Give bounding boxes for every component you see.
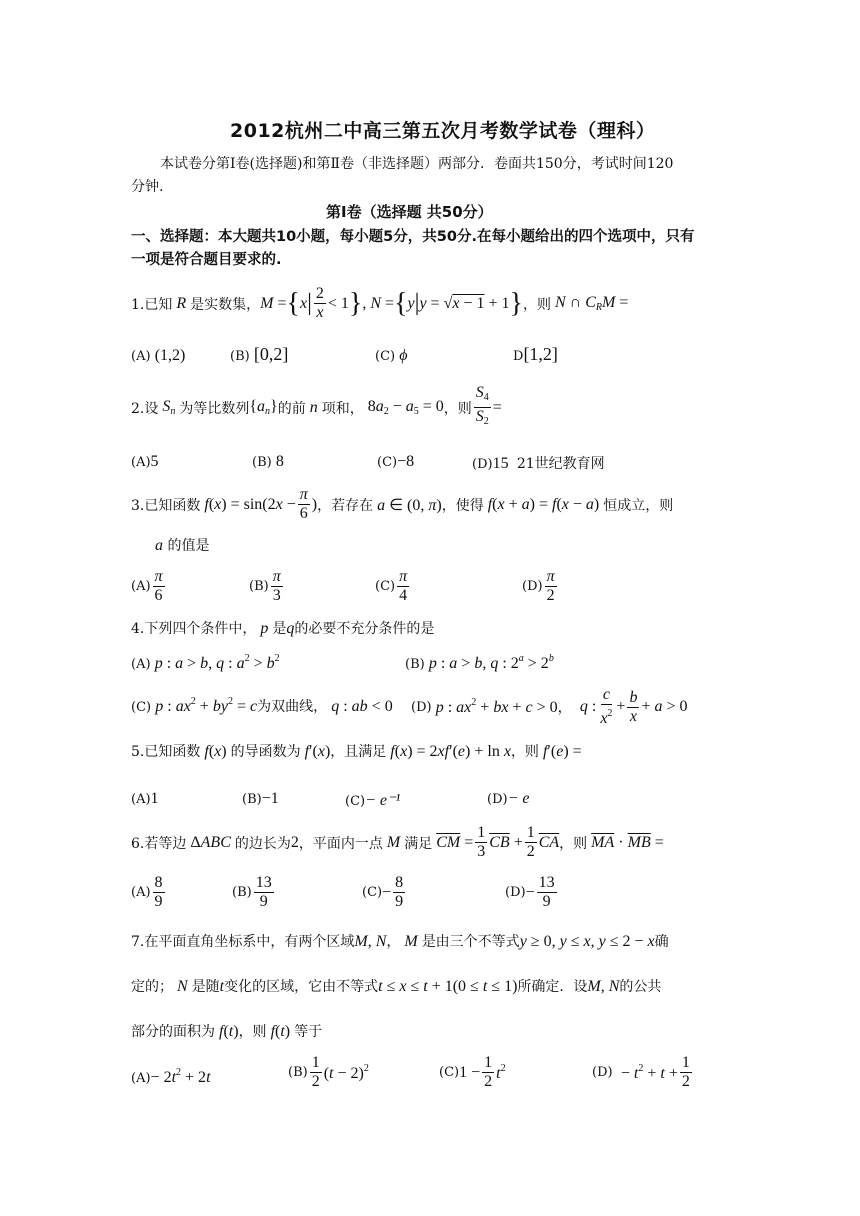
instructions-line-2: 一项是符合题目要求的.	[131, 252, 282, 268]
q7-option-a[interactable]: $(A)- 2t^2 + 2t$	[131, 1067, 211, 1086]
q7-option-d[interactable]: (D) − $t^2 + t$ + $\frac{1}{2}$	[592, 1054, 690, 1090]
question-7-line-1: 7.在平面直角坐标系中，有两个区域M, N， M 是由三个不等式y ≥ 0, y ≤ x, y ≤ 2 − x确	[131, 933, 669, 950]
q2-option-b[interactable]: (B) 8	[252, 453, 284, 470]
q1-option-b[interactable]: (B) [0,2]	[230, 344, 289, 364]
question-5-stem: 5.已知函数 f(x) 的导函数为 f′(x)，且满足 f(x) = 2xf′(e) + ln x，则 f′(e) =	[131, 743, 582, 760]
q2-watermark-note: 21世纪教育网	[516, 456, 605, 472]
q3-option-a[interactable]: (A) $\frac{\pi}{6}$	[131, 568, 163, 604]
q1-option-d[interactable]: D[1,2]	[513, 344, 558, 364]
q5-option-b[interactable]: (B)−1	[242, 790, 279, 807]
q2-option-d[interactable]: (D)15 21世纪教育网	[472, 455, 605, 472]
q1-option-c[interactable]: (C) ϕ	[375, 347, 408, 364]
q7-option-b[interactable]: (B) $\frac{1}{2}$ $(t - 2)^2$	[288, 1054, 369, 1090]
intro-line-1: 本试卷分第Ⅰ卷(选择题)和第Ⅱ卷（非选择题）两部分．卷面共150分，考试时间120	[160, 156, 674, 172]
q5-option-d[interactable]: (D)− e	[487, 790, 530, 807]
q4-option-d[interactable]: (D) p : $ax^2$ + bx + c > 0 ， q : $\frac{c}{x^2}$ + $\frac{b}{x}$ + a > 0	[411, 686, 688, 727]
question-7-line-2: 定的； N 是随t变化的区域，它由不等式t ≤ x ≤ t + 1(0 ≤ t ≤ 1)所确定．设M, N的公共	[131, 978, 662, 995]
q3-option-c[interactable]: (C) $\frac{\pi}{4}$	[375, 568, 408, 604]
q6-option-d[interactable]: (D) − $\frac{13}{9}$	[505, 874, 555, 910]
question-1-stem: 1.已知 R 是实数集， M = { x | $\frac{2}{x}$ < 1 } , N = { y | y = √x − 1 + 1 } ，则 N ∩ $C_RM$ =	[131, 285, 629, 321]
q4-option-a[interactable]: (A) p : a > b, q : $a^2 > b^2$	[131, 653, 280, 672]
question-3-stem-cont: a 的值是	[155, 537, 210, 554]
q2-option-c[interactable]: (C)−8	[377, 453, 415, 470]
q7-option-c[interactable]: (C) 1 − $\frac{1}{2}$ $t^2$	[439, 1054, 506, 1090]
q2-option-a[interactable]: (A)5	[131, 453, 159, 470]
question-7-line-3: 部分的面积为 f(t)，则 f(t) 等于	[131, 1023, 323, 1040]
question-3-stem: 3.已知函数 f(x) = sin(2x − $\frac{\pi}{6}$ ) ，若存在 a ∈ (0, π) ，使得 f(x + a) = f(x − a) 恒成立，则	[131, 486, 674, 522]
exam-title: 2012杭州二中高三第五次月考数学试卷（理科）	[230, 120, 656, 142]
q4-option-c[interactable]: (C) p : $ax^2 + by^2 = c$为双曲线， q : ab < 0	[131, 696, 393, 715]
q3-option-b[interactable]: (B) $\frac{\pi}{3}$	[249, 568, 281, 604]
intro-line-2: 分钟.	[131, 179, 164, 195]
q5-option-c[interactable]: (C)− e⁻¹	[345, 792, 401, 809]
instructions-line-1: 一、选择题：本大题共10小题，每小题5分，共50分.在每小题给出的四个选项中，只有	[131, 229, 695, 245]
q6-option-a[interactable]: (A) $\frac{8}{9}$	[131, 874, 163, 910]
q1-option-a[interactable]: (A) (1,2)	[131, 347, 186, 364]
section-title: 第Ⅰ卷（选择题 共50分）	[326, 203, 493, 221]
q6-option-c[interactable]: (C) − $\frac{8}{9}$	[362, 874, 404, 910]
question-2-stem: 2.设 $S_n$ 为等比数列 $\{a_n\}$ 的前 n 项和， $8a_2 - a_5 = 0$ ，则 $\frac{S_4}{S_2}$ =	[131, 384, 502, 427]
q6-option-b[interactable]: (B) $\frac{13}{9}$	[232, 874, 272, 910]
q3-option-d[interactable]: (D) $\frac{\pi}{2}$	[522, 568, 555, 604]
q5-option-a[interactable]: (A)1	[131, 790, 159, 807]
q4-option-b[interactable]: (B) p : a > b, q : $2^a > 2^b$	[405, 653, 554, 672]
question-6-stem: 6.若等边 ΔABC 的边长为 2 ，平面内一点 M 满足 $\overline{CM}$ = $\frac{1}{3}$ $\overline{CB}$ + $\frac{1}{2}$ $\overline{CA}$ ，则 $\overline{MA} \cdot \overline{MB}$ =	[131, 824, 664, 860]
question-4-stem: 4.下列四个条件中， p 是q的必要不充分条件的是	[131, 620, 435, 637]
